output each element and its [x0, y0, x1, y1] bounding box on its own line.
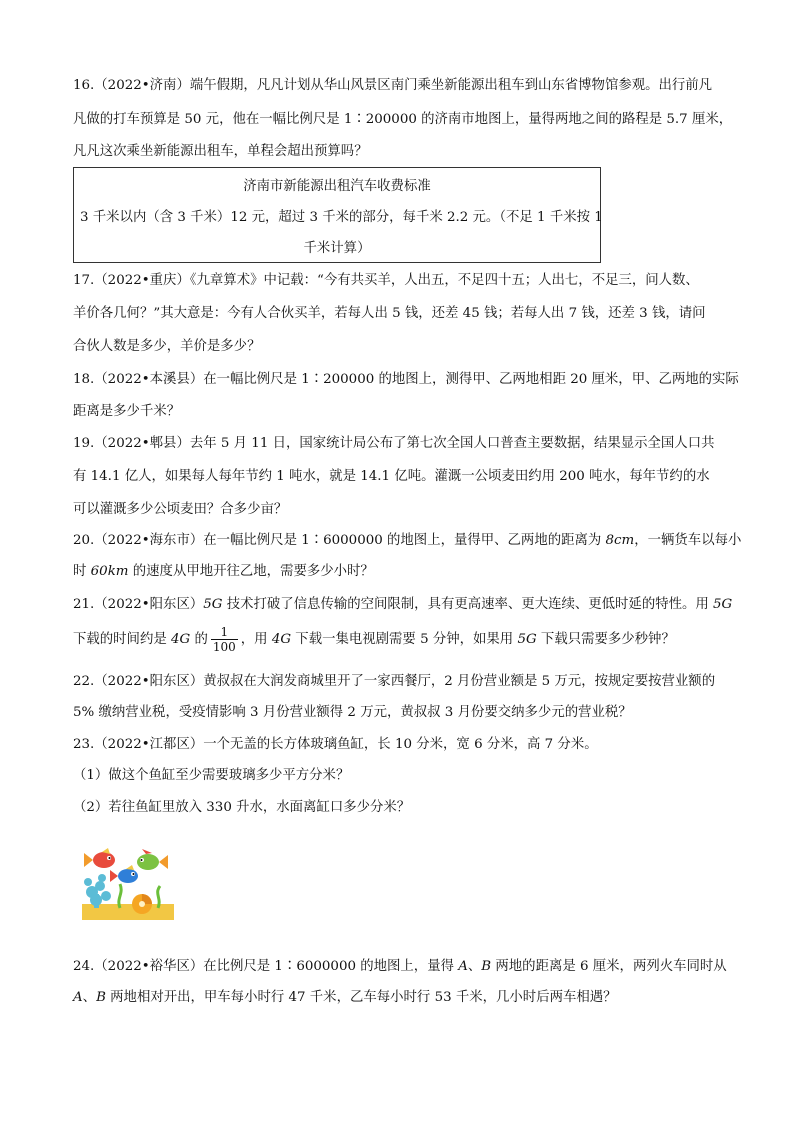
q21-text-a: 21.（2022•阳东区） — [73, 597, 204, 612]
q22-line-1: 22.（2022•阳东区）黄叔叔在大润发商城里开了一家西餐厅，2 月份营业额是 5 万元，按规定要按营业额的 — [73, 674, 716, 689]
q24-line-1 — [73, 957, 727, 977]
coral-icon — [84, 874, 111, 908]
q24-point-a: A — [458, 959, 468, 974]
fare-standard-box — [73, 167, 601, 263]
q23-sub-1: （1）做这个鱼缸至少需要玻璃多少平方分米？ — [73, 768, 350, 783]
q20-line-2 — [73, 562, 374, 582]
q21-text-f: ，用 — [240, 632, 272, 647]
fish-blue-icon — [110, 865, 138, 883]
q18-line-2: 距离是多少千米？ — [73, 404, 181, 419]
q16-line-3: 凡凡这次乘坐新能源出租车，单程会超出预算吗？ — [73, 144, 368, 159]
q20-text-a: 20.（2022•海东市）在一幅比例尺是 1∶6000000 的地图上，量得甲、乙两地的距离为 — [73, 533, 606, 548]
q21-text-e: 的 — [190, 632, 208, 647]
fare-box-title: 济南市新能源出租汽车收费标准 — [243, 179, 431, 194]
q19-line-3: 可以灌溉多少公顷麦田？合多少亩？ — [73, 502, 288, 517]
fare-box-line-2: 千米计算） — [303, 241, 371, 256]
q17-line-2: 羊价各几何？”其大意是：今有人合伙买羊，若每人出 5 钱，还差 45 钱；若每人出 7 钱，还差 3 钱，请问 — [73, 306, 706, 321]
q24-point-a-2: A — [73, 990, 83, 1005]
shell-icon — [132, 894, 152, 914]
q24-line-2 — [73, 988, 617, 1008]
q23-sub-2: （2）若往鱼缸里放入 330 升水，水面离缸口多少分米？ — [73, 800, 411, 815]
q16-line-2: 凡做的打车预算是 50 元，他在一幅比例尺是 1∶200000 的济南市地图上，量得两地之间的路程是 5.7 厘米， — [73, 112, 733, 127]
q24-text-sep: 、 — [82, 990, 97, 1005]
q21-text-c: 技术打破了信息传输的空间限制，具有更高速率、更大连续、更低时延的特性。用 — [222, 597, 714, 612]
q19-line-2: 有 14.1 亿人，如果每人每年节约 1 吨水，就是 14.1 亿吨。灌溉一公顷麦田约用 200 吨水，每年节约的水 — [73, 469, 710, 484]
q21-line-1 — [73, 595, 732, 615]
q24-text-d: 两地相对开出，甲车每小时行 47 千米，乙车每小时行 53 千米，几小时后两车相遇？ — [105, 990, 617, 1005]
q20-speed: 60km — [90, 564, 129, 579]
q24-point-b: B — [481, 959, 492, 974]
q21-line-2 — [73, 623, 675, 657]
q21-frac-numerator: 1 — [211, 625, 238, 640]
q20-distance: 8cm — [605, 533, 635, 548]
q20-text-f: 的速度从甲地开往乙地，需要多少小时？ — [128, 564, 374, 579]
q21-4g-a: 4G — [171, 632, 191, 647]
q17-line-1: 17.（2022•重庆）《九章算术》中记载：“今有共买羊，人出五，不足四十五；人出七，不足三，问人数、 — [73, 273, 699, 288]
q17-line-3: 合伙人数是多少，羊价是多少？ — [73, 339, 261, 354]
fish-red-icon — [84, 848, 115, 868]
q21-fraction — [211, 625, 238, 654]
fish-green-icon — [137, 849, 168, 870]
fish-tank-illustration — [80, 848, 176, 924]
q24-point-b-2: B — [96, 990, 106, 1005]
fare-box-line-1: 3 千米以内（含 3 千米）12 元，超过 3 千米的部分，每千米 2.2 元。（不足 1 千米按 1 — [80, 210, 603, 225]
q21-5g-c: 5G — [517, 632, 537, 647]
q24-text-c: 、 — [467, 959, 482, 974]
q22-line-2: 5% 缴纳营业税，受疫情影响 3 月份营业额得 2 万元，黄叔叔 3 月份要交纳多少元的营业税？ — [73, 705, 632, 720]
q20-text-c: ，一辆货车以每小 — [634, 533, 742, 548]
q21-text-g: 下载一集电视剧需要 5 分钟，如果用 — [291, 632, 518, 647]
q21-text-d: 下载的时间约是 — [73, 632, 171, 647]
q24-text-a: 24.（2022•裕华区）在比例尺是 1∶6000000 的地图上，量得 — [73, 959, 459, 974]
q18-line-1: 18.（2022•本溪县）在一幅比例尺是 1∶200000 的地图上，测得甲、乙两地相距 20 厘米，甲、乙两地的实际 — [73, 372, 739, 387]
q21-5g-b: 5G — [713, 597, 733, 612]
q20-text-d: 时 — [73, 564, 91, 579]
q21-text-h: 下载只需要多少秒钟？ — [536, 632, 675, 647]
q23-line-1: 23.（2022•江都区）一个无盖的长方体玻璃鱼缸，长 10 分米，宽 6 分米，高 7 分米。 — [73, 737, 598, 752]
q16-line-1: 16.（2022•济南）端午假期，凡凡计划从华山风景区南门乘坐新能源出租车到山东省博物馆参观。出行前凡 — [73, 78, 713, 93]
q19-line-1: 19.（2022•郫县）去年 5 月 11 日，国家统计局公布了第七次全国人口普查主要数据，结果显示全国人口共 — [73, 436, 715, 451]
q24-text-e: 两地的距离是 6 厘米，两列火车同时从 — [491, 959, 727, 974]
q21-5g-a: 5G — [203, 597, 223, 612]
q20-line-1 — [73, 531, 741, 551]
q21-4g-b: 4G — [271, 632, 292, 647]
q21-frac-denominator: 100 — [212, 640, 236, 654]
